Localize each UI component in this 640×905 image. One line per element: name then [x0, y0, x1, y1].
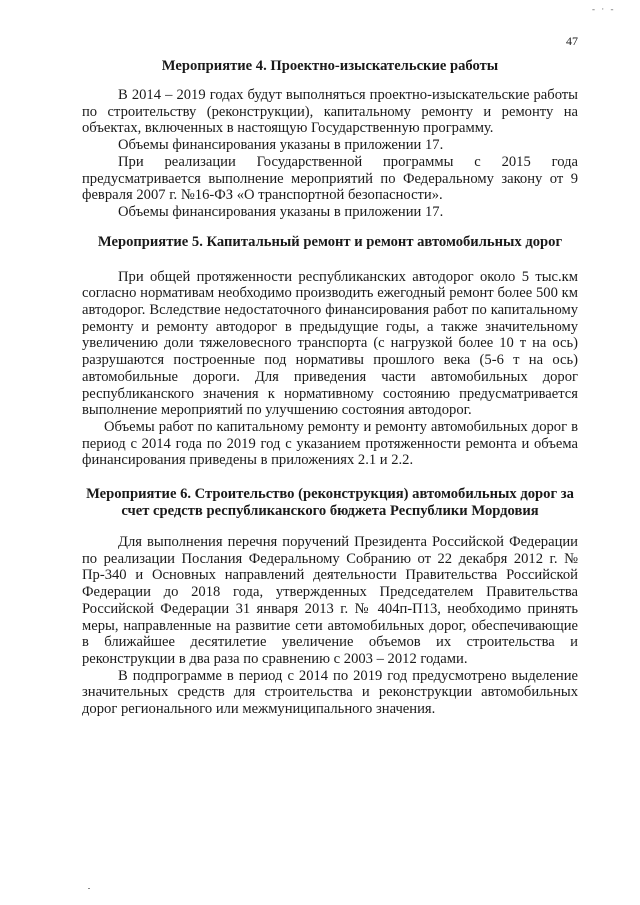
document-body — [82, 58, 578, 718]
paragraph: Объемы финансирования указаны в приложении 17. — [118, 137, 444, 154]
section-event-4 — [82, 58, 578, 221]
paragraph: При реализации Государственной программы с 2015 года предусматривается выполнение мероприятий по Федеральному закону от 9 февраля 2007 г. №16-ФЗ «О транспортной безопасности». — [82, 153, 578, 204]
paragraph: В 2014 – 2019 годах будут выполняться проектно-изыскательские работы по строительству (реконструкции), капитальному ремонту и ремонту на объектах, включенных в настоящую Государственную программу. — [82, 87, 578, 137]
paragraph: Объемы финансирования указаны в приложении 17. — [118, 203, 444, 220]
paragraph: Для выполнения перечня поручений Президента Российской Федерации по реализации Послания Федеральному Собранию от 22 декабря 2012 г. № Пр-340 и Основных направлений деятельности Правительства Российской Федерации до 2018 года, утвержденных Председателем Правительства Российской Федерации 31 января 2013 г. № 404п-П13, необходимо принять меры, направленные на развитие сети автомобильных дорог, обеспечивающие в ближайшее десятилетие увеличение объемов их строительства и реконструкции в два раза по сравнению с 2003 – 2012 годами. — [82, 534, 578, 667]
section-title-event-6: Мероприятие 6. Строительство (реконструкция) автомобильных дорог за счет средств республиканского бюджета Республики Мордовия — [86, 486, 574, 520]
paragraph: При общей протяженности республиканских автодорог около 5 тыс.км согласно нормативам необходимо производить ежегодный ремонт более 500 км автодорог. Вследствие недостаточного финансирования работ по капитальному ремонту и ремонту автодорог в предыдущие годы, а также значительному увеличению доли тяжеловесного транспорта (с нагрузкой более 10 т на ось) разрушаются построенные под нормативы прошлого века (5-6 т на ось) автомобильные дороги. Для приведения части автомобильных дорог республиканского значения к нормативному состоянию предусматривается выполнение мероприятий по улучшению состояния автодорог. — [82, 268, 578, 419]
section-title-event-5: Мероприятие 5. Капитальный ремонт и ремонт автомобильных дорог — [97, 233, 563, 250]
section-event-6 — [82, 486, 578, 718]
page-number: 47 — [566, 34, 578, 48]
scan-artifact-mark: - · - — [592, 4, 616, 14]
paragraph: В подпрограмме в период с 2014 по 2019 год предусмотрено выделение значительных средств для строительства и реконструкции автомобильных дорог регионального или межмуниципального значения. — [82, 667, 578, 718]
scan-speck — [88, 888, 90, 889]
paragraph: Объемы работ по капитальному ремонту и ремонту автомобильных дорог в период с 2014 года по 2019 год с указанием протяженности ремонта и объема финансирования приведены в приложениях 2.1 и 2.2. — [82, 418, 578, 469]
section-event-5 — [82, 234, 578, 469]
section-title-event-4: Мероприятие 4. Проектно-изыскательские работы — [161, 58, 499, 74]
